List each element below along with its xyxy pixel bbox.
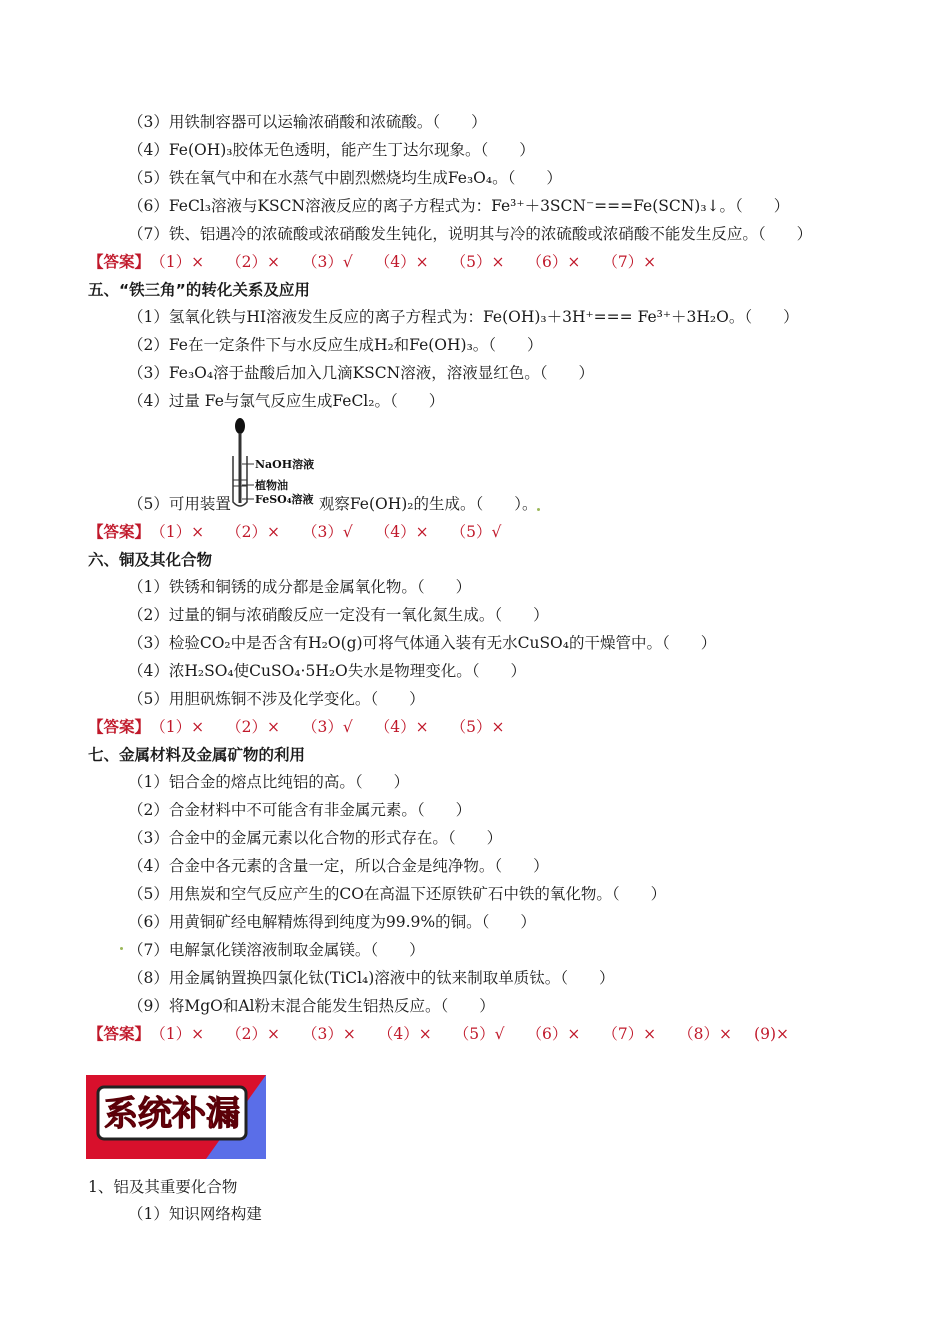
answer-mark: （4）×: [374, 718, 429, 736]
question-item: （2）Fe在一定条件下与水反应生成H₂和Fe(OH)₃。（ ）: [128, 336, 543, 354]
question-item: （4）过量 Fe与氯气反应生成FeCl₂。（ ）: [128, 392, 445, 410]
question-item: （5）铁在氧气中和在水蒸气中剧烈燃烧均生成Fe₃O₄。（ ）: [128, 169, 562, 187]
answer-line: [0, 252, 678, 272]
answer-mark: （2）×: [226, 523, 280, 541]
topic-title: 1、铝及其重要化合物: [88, 1178, 238, 1196]
answer-mark: （6）×: [526, 1025, 581, 1043]
speck-mark: [120, 947, 123, 950]
question-item: （3）Fe₃O₄溶于盐酸后加入几滴KSCN溶液，溶液显红色。（ ）: [128, 364, 594, 382]
dropper-tube: [239, 433, 242, 503]
question-item: （3）检验CO₂中是否含有H₂O(g)可将气体通入装有无水CuSO₄的干燥管中。（ ）: [128, 634, 717, 652]
dropper-bulb: [235, 418, 245, 434]
answer-mark: （4）×: [374, 253, 429, 271]
section-banner: [86, 1075, 266, 1159]
answer-mark: （7）×: [602, 1025, 657, 1043]
question-item: （3）合金中的金属元素以化合物的形式存在。（ ）: [128, 829, 503, 847]
answer-mark: （4）×: [374, 523, 429, 541]
question-item: （6）FeCl₃溶液与KSCN溶液反应的离子方程式为：Fe³⁺＋3SCN⁻===Fe(SCN)₃↓。（ ）: [128, 197, 790, 215]
answer-line: [0, 522, 523, 542]
question-item: （4）浓H₂SO₄使CuSO₄·5H₂O失水是物理变化。（ ）: [128, 662, 526, 680]
label-oil: 植物油: [255, 479, 288, 492]
answer-mark: （5）×: [450, 253, 505, 271]
answer-mark: （5）×: [450, 718, 505, 736]
answer-line: [0, 1024, 811, 1044]
answer-mark: （4）×: [377, 1025, 432, 1043]
test-tube-apparatus: [228, 416, 348, 512]
label-feso4: FeSO₄溶液: [255, 493, 314, 506]
answer-mark: （8）×: [678, 1025, 733, 1043]
question-item: （9）将MgO和Al粉末混合能发生铝热反应。（ ）: [128, 997, 495, 1015]
answer-mark: （1）×: [158, 253, 205, 271]
answer-mark: （7）×: [602, 253, 657, 271]
answer-mark: （3）×: [301, 1025, 356, 1043]
topic-subtitle: （1）知识网络构建: [128, 1205, 262, 1223]
answer-mark: （1）×: [158, 523, 205, 541]
item-suffix: 观察Fe(OH)₂的生成。（ ）。: [318, 495, 538, 513]
question-item: （8）用金属钠置换四氯化钛(TiCl₄)溶液中的钛来制取单质钛。（ ）: [128, 969, 615, 987]
answer-mark: （3）√: [301, 253, 353, 271]
question-item: （2）合金材料中不可能含有非金属元素。（ ）: [128, 801, 472, 819]
question-item: （1）氢氧化铁与HI溶液发生反应的离子方程式为：Fe(OH)₃＋3H⁺=== Fe³⁺＋3H₂O。（ ）: [128, 308, 799, 326]
answer-mark: （5）√: [453, 1025, 505, 1043]
answer-line: [0, 717, 526, 737]
answer-mark: （3）√: [301, 718, 353, 736]
answer-mark: （2）×: [226, 1025, 280, 1043]
answer-mark: （2）×: [226, 253, 280, 271]
section-heading: 七、金属材料及金属矿物的利用: [88, 746, 306, 764]
answer-mark: (9)×: [754, 1025, 789, 1043]
answer-mark: （1）×: [158, 1025, 205, 1043]
answer-label: 【答案】: [88, 717, 151, 736]
section-heading: 五、“铁三角”的转化关系及应用: [88, 281, 310, 299]
answer-mark: （6）×: [526, 253, 581, 271]
question-item: （1）铝合金的熔点比纯铝的高。（ ）: [128, 773, 410, 791]
question-item: （4）Fe(OH)₃胶体无色透明，能产生丁达尔现象。（ ）: [128, 141, 535, 159]
question-item: （7）铁、铝遇冷的浓硫酸或浓硝酸发生钝化，说明其与冷的浓硫酸或浓硝酸不能发生反应。（ ）: [128, 225, 813, 243]
question-item: （4）合金中各元素的含量一定，所以合金是纯净物。（ ）: [128, 857, 549, 875]
question-item: （2）过量的铜与浓硝酸反应一定没有一氧化氮生成。（ ）: [128, 606, 549, 624]
answer-label: 【答案】: [88, 1024, 151, 1043]
answer-mark: （5）√: [450, 523, 502, 541]
question-item: （5）用胆矾炼铜不涉及化学变化。（ ）: [128, 690, 425, 708]
label-naoh: NaOH溶液: [255, 458, 315, 471]
question-item: （5）用焦炭和空气反应产生的CO在高温下还原铁矿石中铁的氧化物。（ ）: [128, 885, 667, 903]
answer-label: 【答案】: [88, 522, 151, 541]
answer-mark: （3）√: [301, 523, 353, 541]
answer-mark: （2）×: [226, 718, 280, 736]
question-item: （6）用黄铜矿经电解精炼得到纯度为99.9%的铜。（ ）: [128, 913, 536, 931]
question-item: （7）电解氯化镁溶液制取金属镁。（ ）: [128, 941, 425, 959]
banner-text: 系统补漏: [104, 1094, 240, 1134]
section-heading: 六、铜及其化合物: [88, 551, 213, 569]
answer-mark: （1）×: [158, 718, 205, 736]
item-prefix: （5）可用装置: [128, 495, 231, 513]
question-item: （1）铁锈和铜锈的成分都是金属氧化物。（ ）: [128, 578, 472, 596]
answer-label: 【答案】: [88, 252, 151, 271]
speck-mark: [537, 508, 540, 511]
question-item: （3）用铁制容器可以运输浓硝酸和浓硫酸。（ ）: [128, 113, 487, 131]
